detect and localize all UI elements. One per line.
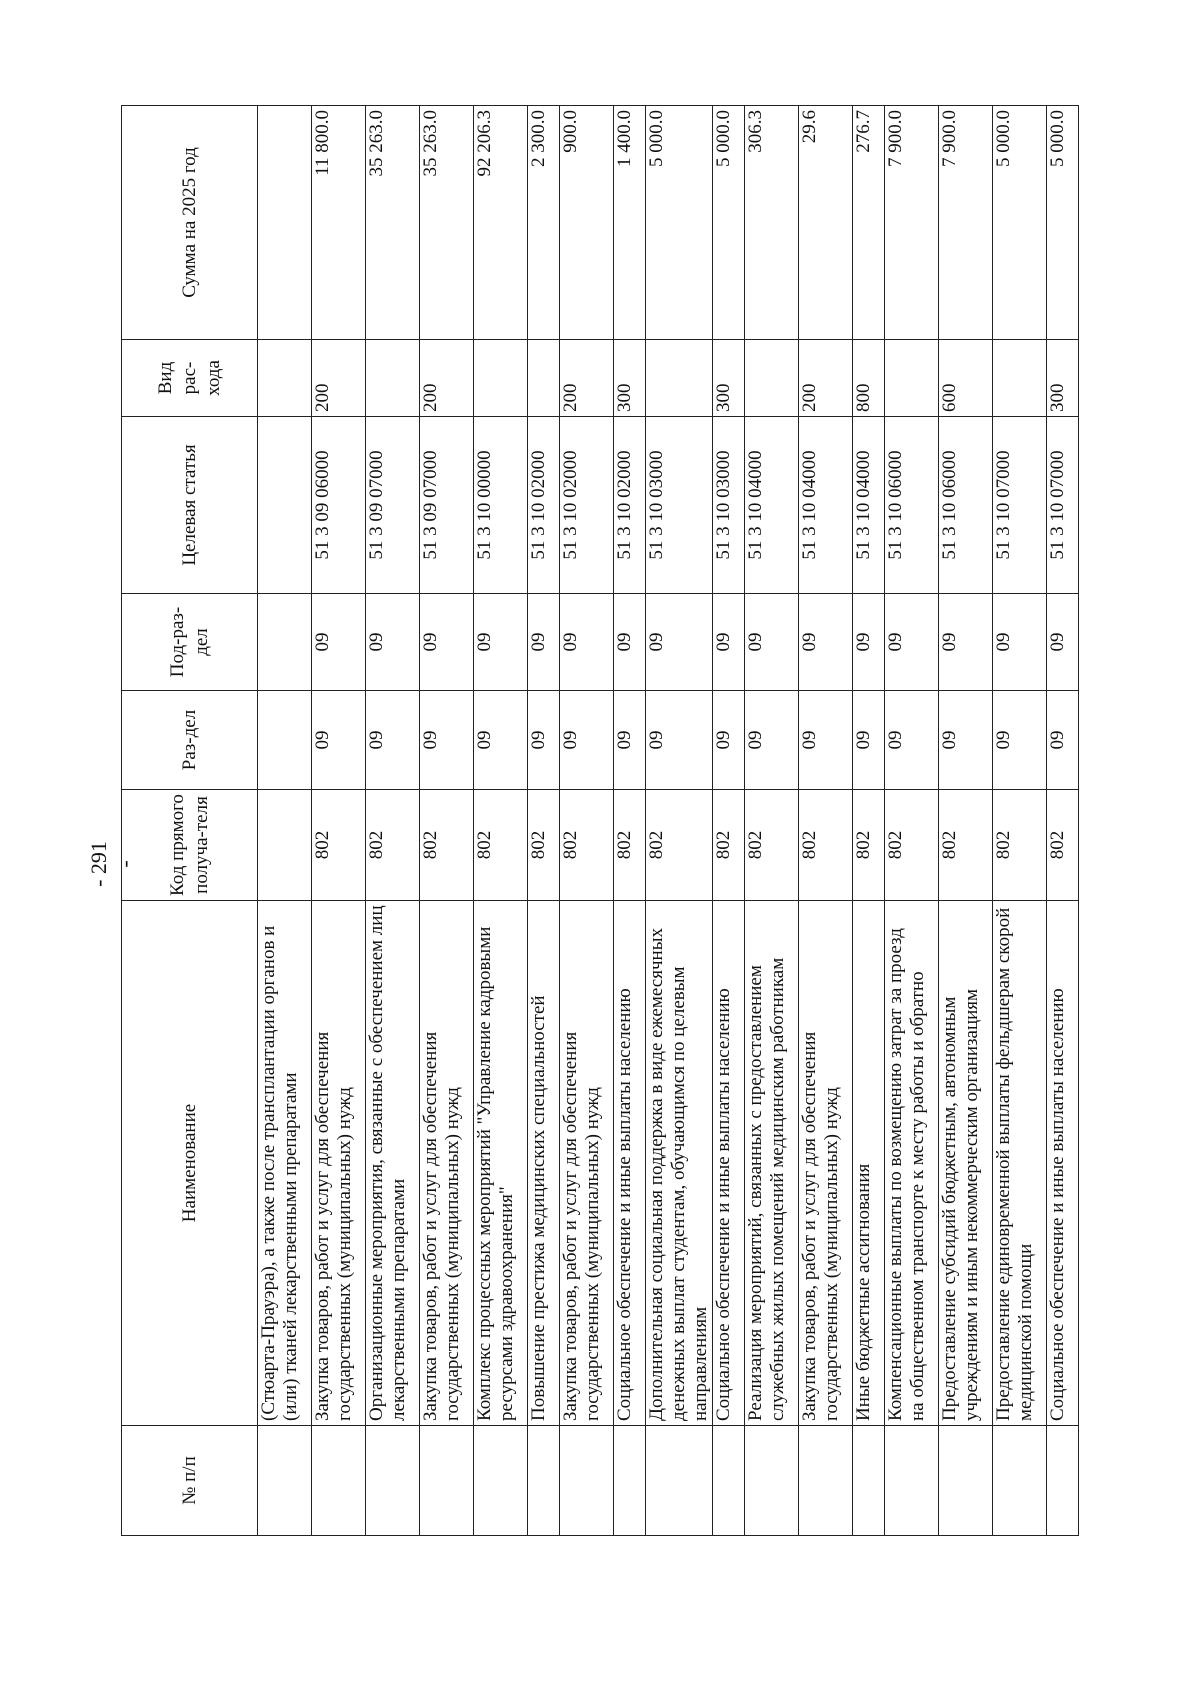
cell-subsection: 09 [745, 594, 799, 691]
cell-recipient: 802 [853, 790, 885, 901]
table-row [528, 106, 560, 1536]
cell-recipient: 802 [939, 790, 993, 901]
cell-section: 09 [1047, 691, 1079, 790]
cell-name: Компенсационные выплаты по возмещению затрат за проезд на общественном транспорте к месту работы и обратно [885, 901, 939, 1426]
cell-recipient: 802 [474, 790, 528, 901]
cell-target: 51 3 10 06000 [885, 417, 939, 594]
cell-name: Социальное обеспечение и иные выплаты населению [713, 901, 745, 1426]
cell-target: 51 3 09 07000 [366, 417, 420, 594]
cell-sum: 5 000.0 [1047, 106, 1079, 340]
cell-sum [258, 106, 312, 340]
cell-target: 51 3 10 02000 [560, 417, 614, 594]
table-row [420, 106, 474, 1536]
col-header-num: № п/п [122, 1426, 258, 1536]
cell-sum: 5 000.0 [646, 106, 713, 340]
cell-name: Организационные мероприятия, связанные с обеспечением лиц лекарственными препаратами [366, 901, 420, 1426]
table-row [614, 106, 646, 1536]
cell-name: Социальное обеспечение и иные выплаты населению [614, 901, 646, 1426]
cell-section: 09 [366, 691, 420, 790]
cell-target: 51 3 10 07000 [993, 417, 1047, 594]
cell-section: 09 [312, 691, 366, 790]
cell-subsection: 09 [366, 594, 420, 691]
cell-name: Комплекс процессных мероприятий "Управление кадровыми ресурсами здравоохранения" [474, 901, 528, 1426]
cell-expense [366, 340, 420, 417]
cell-expense [528, 340, 560, 417]
cell-name: Дополнительная социальная поддержка в виде ежемесячных денежных выплат студентам, обучающимся по целевым направлениям [646, 901, 713, 1426]
table-row [312, 106, 366, 1536]
cell-num [614, 1426, 646, 1536]
cell-expense: 300 [614, 340, 646, 417]
cell-num [853, 1426, 885, 1536]
cell-name: Закупка товаров, работ и услуг для обеспечения государственных (муниципальных) нужд [420, 901, 474, 1426]
cell-subsection: 09 [939, 594, 993, 691]
table-row [474, 106, 528, 1536]
cell-recipient: 802 [420, 790, 474, 901]
cell-name: Закупка товаров, работ и услуг для обеспечения государственных (муниципальных) нужд [312, 901, 366, 1426]
cell-subsection: 09 [1047, 594, 1079, 691]
cell-section: 09 [853, 691, 885, 790]
cell-expense [474, 340, 528, 417]
cell-recipient: 802 [646, 790, 713, 901]
cell-subsection: 09 [646, 594, 713, 691]
cell-target: 51 3 09 07000 [420, 417, 474, 594]
cell-subsection: 09 [713, 594, 745, 691]
table-row [258, 106, 312, 1536]
col-header-target: Целевая статья [122, 417, 258, 594]
cell-target: 51 3 10 02000 [614, 417, 646, 594]
cell-num [1047, 1426, 1079, 1536]
cell-num [745, 1426, 799, 1536]
cell-expense [993, 340, 1047, 417]
table-row [713, 106, 745, 1536]
cell-num [646, 1426, 713, 1536]
cell-name: Иные бюджетные ассигнования [853, 901, 885, 1426]
table-row [646, 106, 713, 1536]
cell-sum: 2 300.0 [528, 106, 560, 340]
cell-section: 09 [799, 691, 853, 790]
cell-num [713, 1426, 745, 1536]
cell-expense: 200 [799, 340, 853, 417]
cell-sum: 1 400.0 [614, 106, 646, 340]
cell-sum: 29.6 [799, 106, 853, 340]
budget-table [121, 105, 1079, 1536]
cell-section: 09 [713, 691, 745, 790]
cell-sum: 11 800.0 [312, 106, 366, 340]
cell-subsection: 09 [853, 594, 885, 691]
cell-num [528, 1426, 560, 1536]
cell-subsection: 09 [885, 594, 939, 691]
cell-num [993, 1426, 1047, 1536]
cell-name: (Стюарта-Прауэра), а также после трансплантации органов и (или) тканей лекарственными препаратами [258, 901, 312, 1426]
cell-recipient: 802 [312, 790, 366, 901]
cell-num [420, 1426, 474, 1536]
cell-subsection: 09 [474, 594, 528, 691]
cell-recipient: 802 [614, 790, 646, 901]
table-row [799, 106, 853, 1536]
table-body [258, 106, 1079, 1536]
cell-expense: 300 [713, 340, 745, 417]
cell-name: Реализация мероприятий, связанных с предоставлением служебных жилых помещений медицинским работникам [745, 901, 799, 1426]
cell-expense: 200 [420, 340, 474, 417]
cell-name: Предоставление единовременной выплаты фельдшерам скорой медицинской помощи [993, 901, 1047, 1426]
cell-section: 09 [885, 691, 939, 790]
table-row [885, 106, 939, 1536]
cell-target: 51 3 10 04000 [799, 417, 853, 594]
cell-section: 09 [745, 691, 799, 790]
cell-subsection: 09 [614, 594, 646, 691]
cell-expense [646, 340, 713, 417]
cell-recipient: 802 [745, 790, 799, 901]
cell-num [939, 1426, 993, 1536]
cell-num [474, 1426, 528, 1536]
col-header-sum: Сумма на 2025 год [122, 106, 258, 340]
cell-target [258, 417, 312, 594]
rotated-page [121, 106, 1068, 1536]
cell-name: Повышение престижа медицинских специальностей [528, 901, 560, 1426]
cell-target: 51 3 10 00000 [474, 417, 528, 594]
cell-num [258, 1426, 312, 1536]
cell-section: 09 [420, 691, 474, 790]
cell-expense [258, 340, 312, 417]
cell-recipient: 802 [993, 790, 1047, 901]
cell-sum: 900.0 [560, 106, 614, 340]
cell-name: Закупка товаров, работ и услуг для обеспечения государственных (муниципальных) нужд [560, 901, 614, 1426]
cell-recipient: 802 [560, 790, 614, 901]
col-header-section: Раз-дел [122, 691, 258, 790]
cell-expense: 200 [312, 340, 366, 417]
cell-expense: 300 [1047, 340, 1079, 417]
cell-recipient: 802 [713, 790, 745, 901]
cell-target: 51 3 09 06000 [312, 417, 366, 594]
header-row [122, 106, 258, 1536]
cell-subsection: 09 [420, 594, 474, 691]
cell-sum: 306.3 [745, 106, 799, 340]
cell-recipient: 802 [366, 790, 420, 901]
table-row [993, 106, 1047, 1536]
cell-expense [745, 340, 799, 417]
cell-num [366, 1426, 420, 1536]
table-row [853, 106, 885, 1536]
cell-expense [885, 340, 939, 417]
cell-target: 51 3 10 02000 [528, 417, 560, 594]
cell-section: 09 [614, 691, 646, 790]
cell-sum: 5 000.0 [713, 106, 745, 340]
cell-target: 51 3 10 07000 [1047, 417, 1079, 594]
col-header-recipient: Код прямого получа-теля [122, 790, 258, 901]
cell-recipient [258, 790, 312, 901]
cell-target: 51 3 10 03000 [646, 417, 713, 594]
cell-section [258, 691, 312, 790]
cell-name: Закупка товаров, работ и услуг для обеспечения государственных (муниципальных) нужд [799, 901, 853, 1426]
cell-subsection: 09 [528, 594, 560, 691]
cell-sum: 92 206.3 [474, 106, 528, 340]
table-row [366, 106, 420, 1536]
col-header-subsection: Под-раз-дел [122, 594, 258, 691]
cell-target: 51 3 10 03000 [713, 417, 745, 594]
cell-sum: 35 263.0 [420, 106, 474, 340]
cell-recipient: 802 [1047, 790, 1079, 901]
col-header-name: Наименование [122, 901, 258, 1426]
cell-expense: 200 [560, 340, 614, 417]
cell-sum: 276.7 [853, 106, 885, 340]
cell-num [885, 1426, 939, 1536]
cell-subsection: 09 [560, 594, 614, 691]
cell-subsection: 09 [799, 594, 853, 691]
table-row [560, 106, 614, 1536]
cell-sum: 7 900.0 [885, 106, 939, 340]
cell-section: 09 [993, 691, 1047, 790]
cell-section: 09 [939, 691, 993, 790]
cell-sum: 35 263.0 [366, 106, 420, 340]
cell-name: Социальное обеспечение и иные выплаты населению [1047, 901, 1079, 1426]
page-number: - 291 - [86, 841, 137, 887]
cell-section: 09 [646, 691, 713, 790]
table-row [745, 106, 799, 1536]
cell-target: 51 3 10 04000 [853, 417, 885, 594]
cell-subsection [258, 594, 312, 691]
cell-subsection: 09 [312, 594, 366, 691]
cell-num [312, 1426, 366, 1536]
cell-expense: 800 [853, 340, 885, 417]
cell-name: Предоставление субсидий бюджетным, автономным учреждениям и иным некоммерческим организациям [939, 901, 993, 1426]
cell-recipient: 802 [885, 790, 939, 901]
cell-target: 51 3 10 06000 [939, 417, 993, 594]
cell-recipient: 802 [799, 790, 853, 901]
cell-subsection: 09 [993, 594, 1047, 691]
cell-section: 09 [474, 691, 528, 790]
table-row [939, 106, 993, 1536]
cell-section: 09 [528, 691, 560, 790]
cell-recipient: 802 [528, 790, 560, 901]
col-header-expense: Вид рас-хода [122, 340, 258, 417]
cell-target: 51 3 10 04000 [745, 417, 799, 594]
cell-num [560, 1426, 614, 1536]
cell-expense: 600 [939, 340, 993, 417]
cell-sum: 7 900.0 [939, 106, 993, 340]
cell-section: 09 [560, 691, 614, 790]
cell-sum: 5 000.0 [993, 106, 1047, 340]
cell-num [799, 1426, 853, 1536]
table-row [1047, 106, 1079, 1536]
